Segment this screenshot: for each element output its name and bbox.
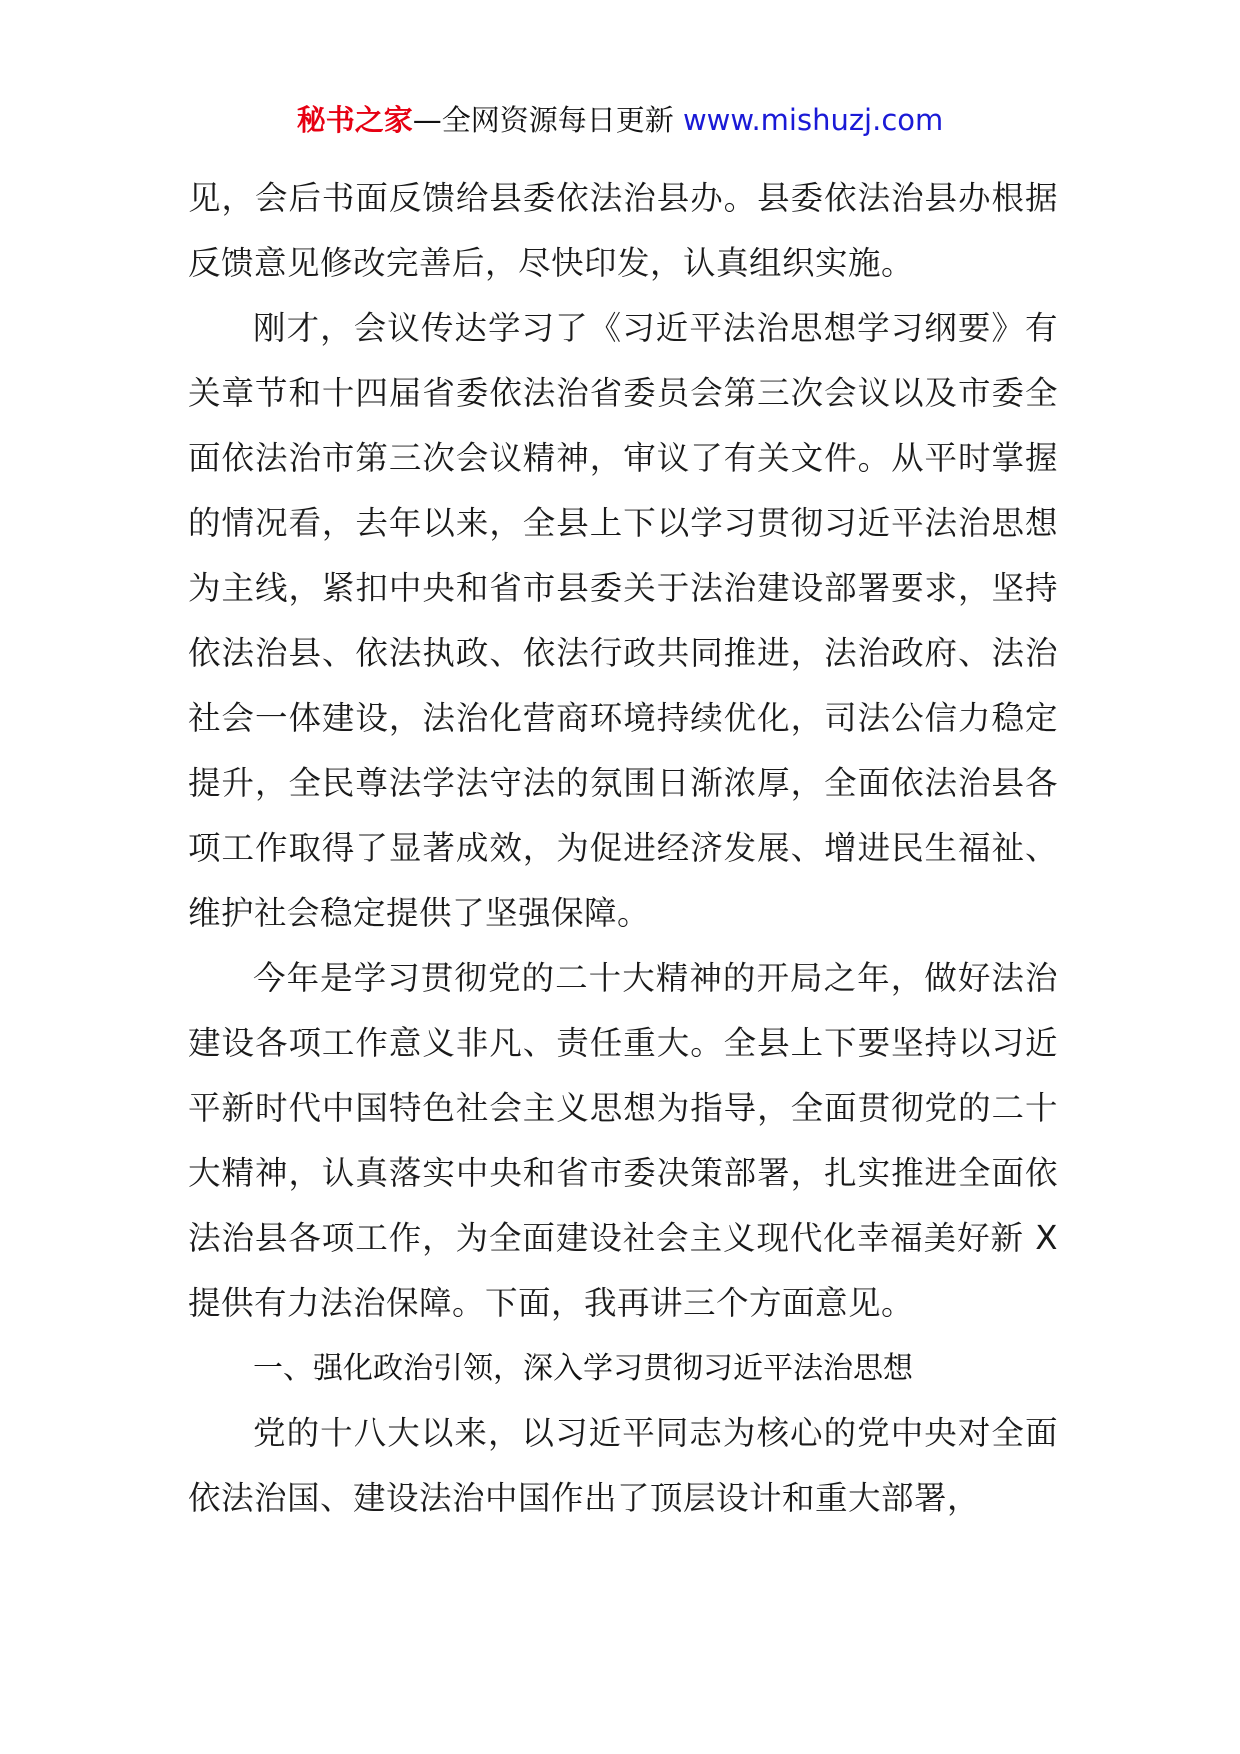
header-tagline: —全网资源每日更新 bbox=[412, 103, 683, 137]
page-header bbox=[0, 100, 1240, 140]
paragraph-section-intro: 党的十八大以来，以习近平同志为核心的党中央对全面依法治国、建设法治中国作出了顶层设计和重大部署， bbox=[188, 1414, 1058, 1517]
document-body bbox=[188, 166, 1058, 1531]
section-heading: 一、强化政治引领，深入学习贯彻习近平法治思想 bbox=[253, 1351, 913, 1386]
paragraph-continuation: 见，会后书面反馈给县委依法治县办。县委依法治县办根据反馈意见修改完善后，尽快印发，认真组织实施。 bbox=[188, 179, 1058, 282]
header-url-link[interactable]: www.mishuzj.com bbox=[682, 103, 944, 137]
brand-name: 秘书之家 bbox=[296, 103, 413, 137]
paragraph-meeting-summary: 刚才，会议传达学习了《习近平法治思想学习纲要》有关章节和十四届省委依法治省委员会第三次会议以及市委全面依法治市第三次会议精神，审议了有关文件。从平时掌握的情况看，去年以来，全县上下以学习贯彻习近平法治思想为主线，紧扣中央和省市县委关于法治建设部署要求，坚持依法治县、依法执政、依法行政共同推进，法治政府、法治社会一体建设，法治化营商环境持续优化，司法公信力稳定提升，全民尊法学法守法的氛围日渐浓厚，全面依法治县各项工作取得了显著成效，为促进经济发展、增进民生福祉、维护社会稳定提供了坚强保障。 bbox=[188, 309, 1058, 932]
paragraph-this-year: 今年是学习贯彻党的二十大精神的开局之年，做好法治建设各项工作意义非凡、责任重大。全县上下要坚持以习近平新时代中国特色社会主义思想为指导，全面贯彻党的二十大精神，认真落实中央和省市委决策部署，扎实推进全面依法治县各项工作，为全面建设社会主义现代化幸福美好新 X 提供有力法治保障。下面，我再讲三个方面意见。 bbox=[188, 959, 1058, 1322]
